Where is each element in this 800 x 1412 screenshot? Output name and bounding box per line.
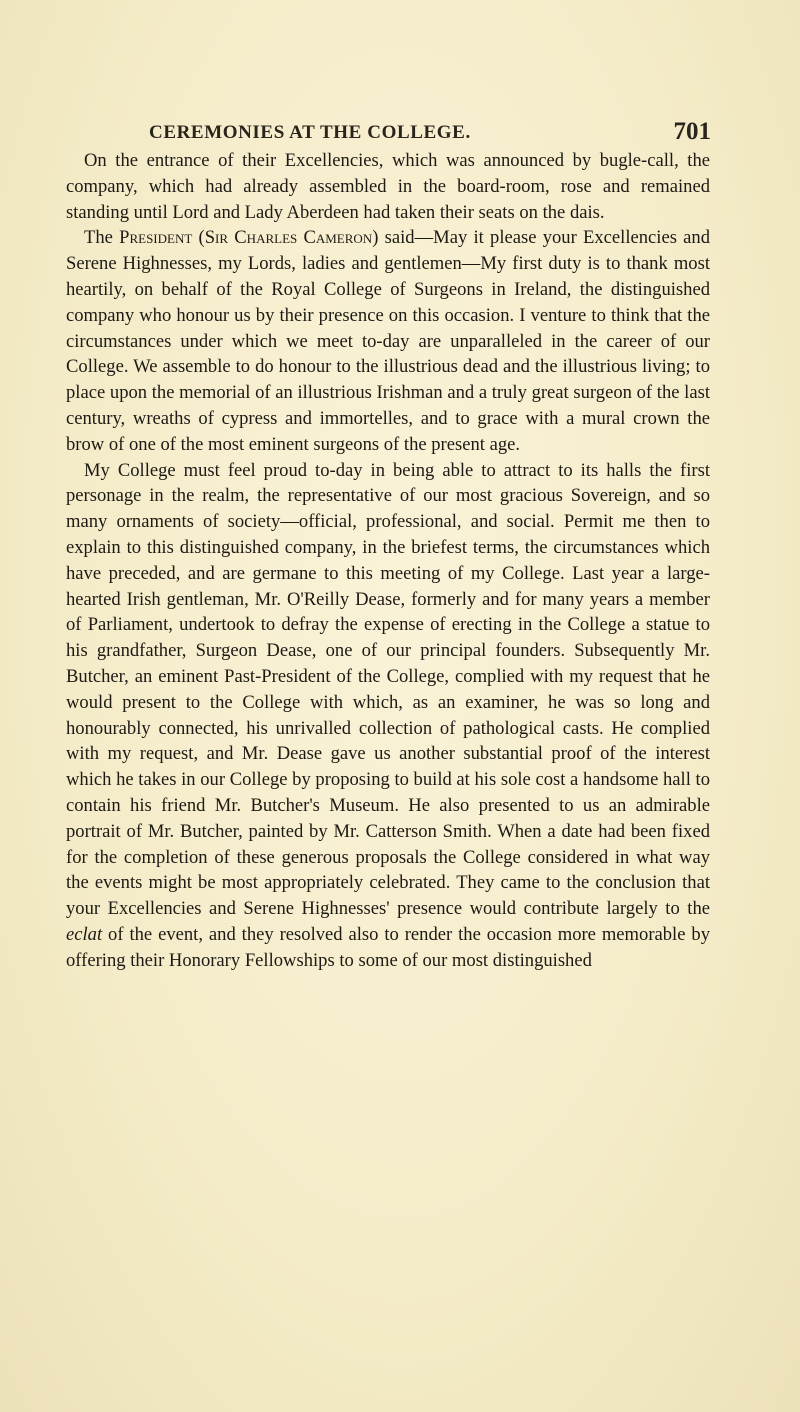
running-head [149, 118, 709, 148]
running-title: CEREMONIES AT THE COLLEGE. [149, 122, 471, 143]
page-number: 701 [673, 118, 711, 145]
speaker-open-paren: ( [192, 227, 205, 249]
speaker-title: President [119, 227, 193, 249]
history-text-end: of the event, and they resolved also to render the occasion more memorable by offering their Honorary Fellowships to some of our most distinguished [66, 923, 710, 971]
italic-term: eclat [66, 923, 103, 945]
paragraph-entrance: On the entrance of their Excellencies, which was announced by bugle-call, the company, which had already assembled in the board-room, rose and remained standing until Lord and Lady Aberdeen had taken their seats on the dais. [66, 150, 710, 223]
speech-lead: The [84, 227, 120, 249]
body-text [66, 148, 710, 974]
speaker-name: Sir Charles Cameron [204, 227, 373, 249]
speech-text: said—May it please your Excellencies and Serene Highnesses, my Lords, ladies and gentlemen—My first duty is to thank most heartily, on behalf of the Royal College of Surgeons in Ireland, the distinguished company who honour us by their presence on this occasion. I venture to think that the circumstances under which we meet to-day are unparalleled in the career of our College. We assemble to do honour to the illustrious dead and the illustrious living; to place upon the memorial of an illustrious Irishman and a truly great surgeon of the last century, wreaths of cypress and immortelles, and to grace with a mural crown the brow of one of the most eminent surgeons of the present age. [66, 227, 711, 455]
history-text-start: My College must feel proud to-day in being able to attract to its halls the first personage in the realm, the representative of our most gracious Sovereign, and so many ornaments of society—official, professional, and social. Permit me then to explain to this distinguished company, in the briefest terms, the circumstances which have preceded, and are germane to this meeting of my College. Last year a large-hearted Irish gentleman, Mr. O'Reilly Dease, formerly and for many years a member of Parliament, undertook to defray the expense of erecting in the College a statue to his grandfather, Surgeon Dease, one of our principal founders. Subsequently Mr. Butcher, an eminent Past-President of the College, complied with my request that he would present to the College with which, as an examiner, he was so long and honourably connected, his unrivalled collection of pathological casts. He complied with my request, and Mr. Dease gave us another substantial proof of the interest which he takes in our College by proposing to build at his sole cost a handsome hall to contain his friend Mr. Butcher's Museum. He also presented to us an admirable portrait of Mr. Butcher, painted by Mr. Catterson Smith. When a date had been fixed for the completion of these generous proposals the College considered in what way the events might be most appropriately celebrated. They came to the conclusion that your Excellencies and Serene Highnesses' presence would contribute largely to the [66, 459, 710, 920]
paragraph-college-history [66, 458, 710, 974]
paragraph-president-speech [66, 225, 710, 457]
speaker-close-paren: ) [372, 227, 379, 249]
